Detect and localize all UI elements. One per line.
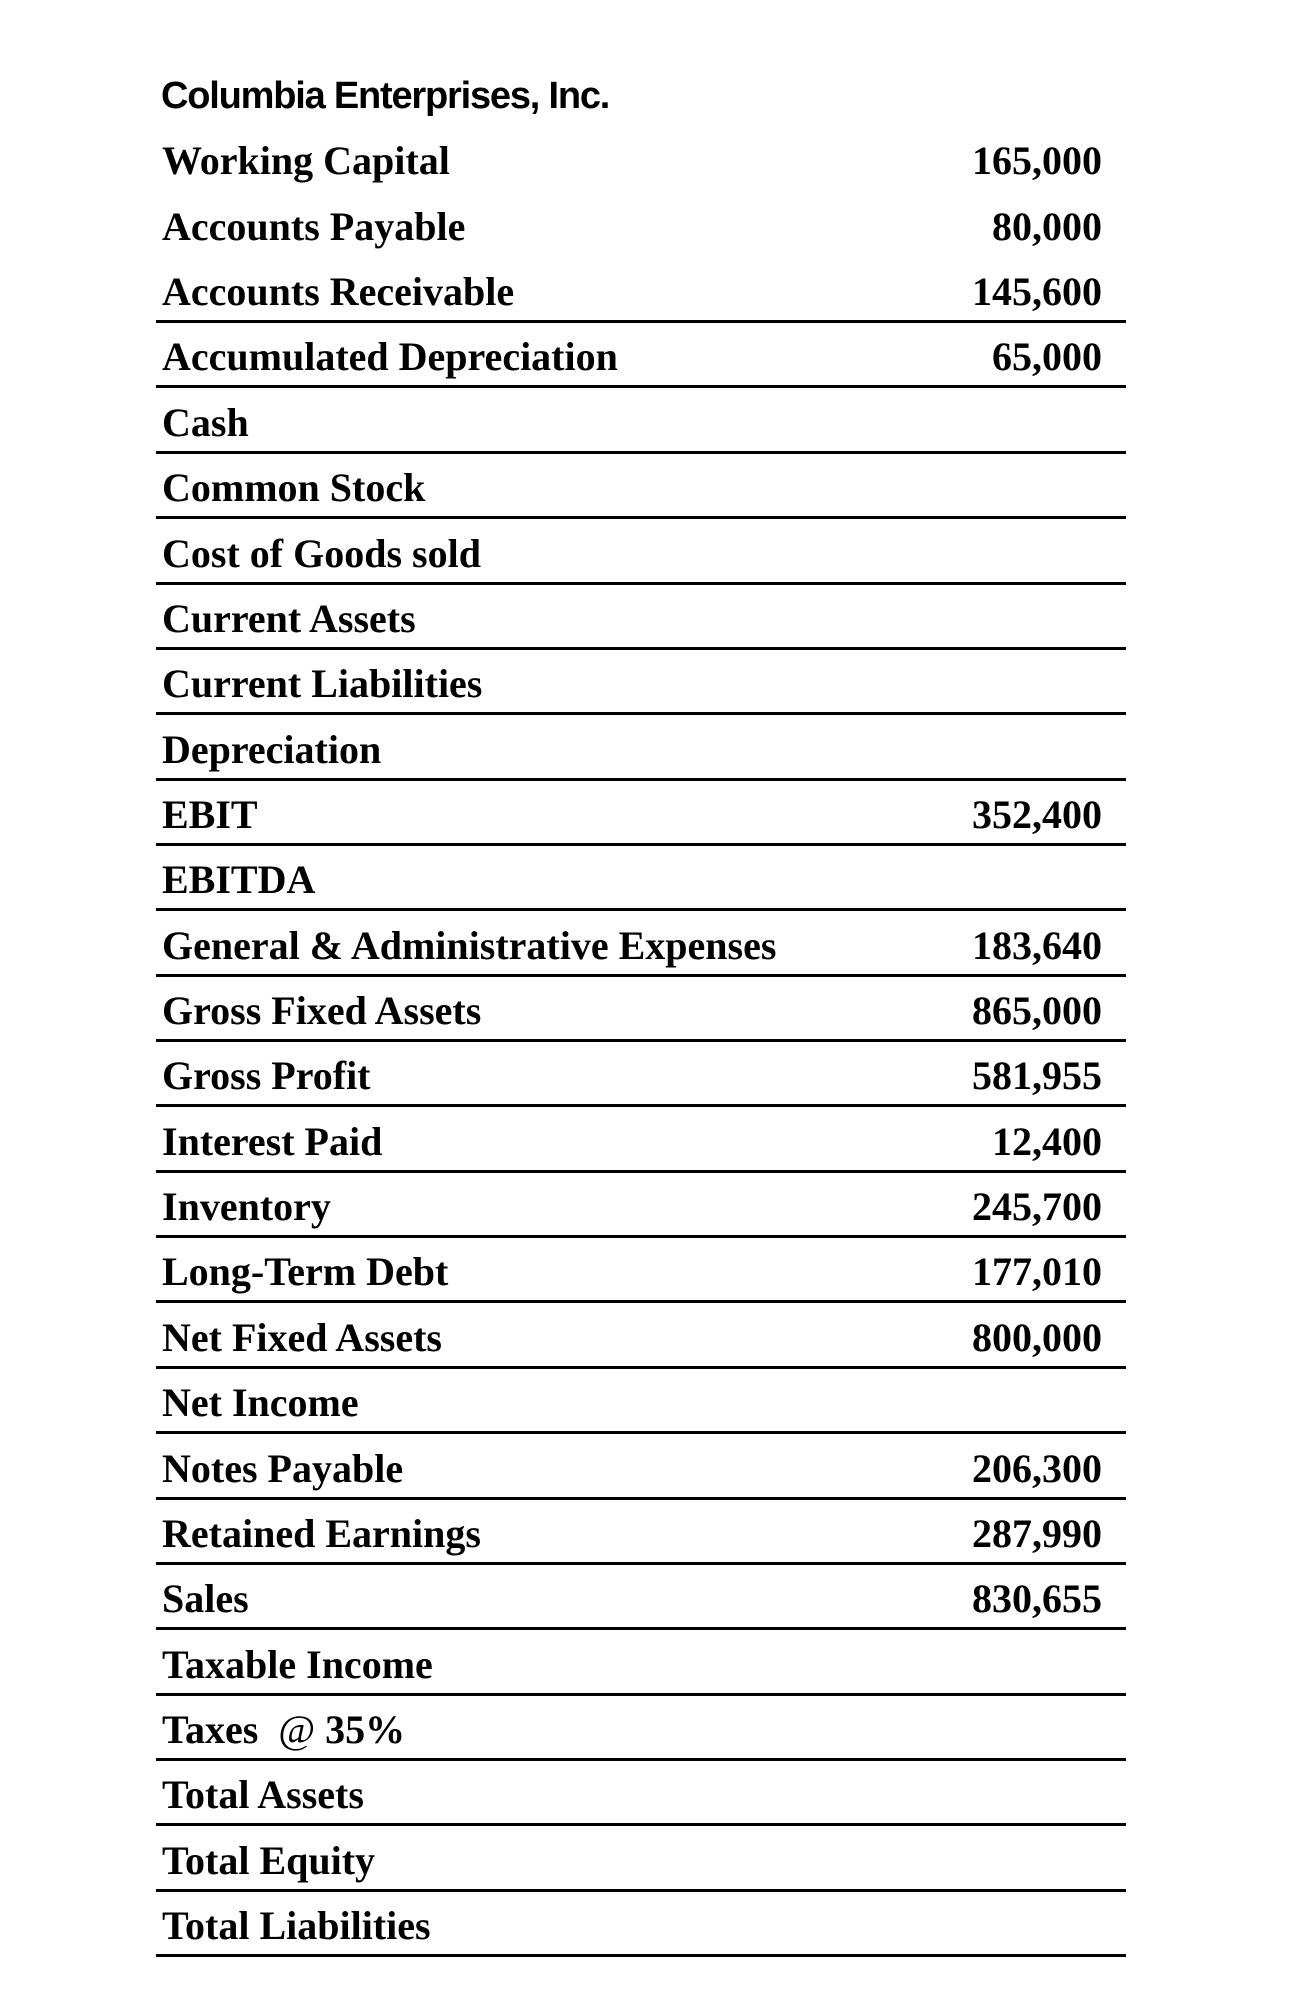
row-label: Total Assets (162, 1772, 364, 1818)
row-value: 80,000 (992, 203, 1102, 249)
row-label: Gross Profit (162, 1053, 371, 1099)
row-net-fixed-assets (156, 1303, 1126, 1368)
row-ebitda (156, 846, 1126, 911)
document-title: Columbia Enterprises, Inc. (161, 75, 610, 117)
row-current-assets (156, 585, 1126, 650)
row-value: 165,000 (972, 138, 1102, 184)
row-label: General & Administrative Expenses (162, 922, 777, 968)
row-accounts-payable (156, 192, 1126, 257)
row-label: Notes Payable (162, 1445, 404, 1491)
row-label: Common Stock (162, 465, 426, 511)
row-total-liabilities (156, 1892, 1126, 1957)
row-gross-profit (156, 1042, 1126, 1107)
row-label: Current Liabilities (162, 661, 483, 707)
row-value: 145,600 (972, 269, 1102, 315)
row-gross-fixed-assets (156, 977, 1126, 1042)
row-total-equity (156, 1826, 1126, 1891)
row-label: Total Liabilities (162, 1903, 431, 1949)
row-long-term-debt (156, 1238, 1126, 1303)
row-taxable-income (156, 1630, 1126, 1695)
at-sign: @ (278, 1706, 316, 1752)
row-label (162, 1708, 405, 1752)
row-general-administrative-expenses (156, 911, 1126, 976)
row-cost-of-goods-sold (156, 519, 1126, 584)
row-label: Inventory (162, 1184, 331, 1230)
row-label: Cost of Goods sold (162, 530, 481, 576)
row-label: Cash (162, 399, 249, 445)
row-current-liabilities (156, 650, 1126, 715)
row-depreciation (156, 715, 1126, 780)
row-value: 245,700 (972, 1184, 1102, 1230)
row-label: Gross Fixed Assets (162, 988, 482, 1034)
row-notes-payable (156, 1434, 1126, 1499)
row-common-stock (156, 454, 1126, 519)
row-label: Long-Term Debt (162, 1249, 449, 1295)
row-label: Accumulated Depreciation (162, 334, 618, 380)
row-label: Sales (162, 1576, 249, 1622)
row-total-assets (156, 1761, 1126, 1826)
row-cash (156, 388, 1126, 453)
row-net-income (156, 1369, 1126, 1434)
row-label: Depreciation (162, 726, 382, 772)
row-label: Working Capital (162, 138, 450, 184)
row-label: Accounts Receivable (162, 269, 515, 315)
row-label: Current Assets (162, 595, 416, 641)
row-value: 183,640 (972, 922, 1102, 968)
row-taxes (156, 1696, 1126, 1761)
row-accumulated-depreciation (156, 323, 1126, 388)
row-value: 65,000 (992, 334, 1102, 380)
row-value: 800,000 (972, 1314, 1102, 1360)
row-accounts-receivable (156, 258, 1126, 323)
row-value: 830,655 (972, 1576, 1102, 1622)
row-value: 287,990 (972, 1510, 1102, 1556)
row-value: 12,400 (992, 1118, 1102, 1164)
row-working-capital (156, 127, 1126, 192)
row-value: 581,955 (972, 1053, 1102, 1099)
row-label: Retained Earnings (162, 1510, 481, 1556)
row-label: Net Income (162, 1380, 359, 1426)
row-retained-earnings (156, 1500, 1126, 1565)
row-label: Accounts Payable (162, 203, 466, 249)
row-value: 206,300 (972, 1445, 1102, 1491)
row-label: Total Equity (162, 1837, 376, 1883)
row-value: 865,000 (972, 988, 1102, 1034)
taxes-label-text: Taxes (162, 1706, 279, 1752)
financial-items-table (156, 127, 1126, 1957)
row-label: Interest Paid (162, 1118, 383, 1164)
row-inventory (156, 1173, 1126, 1238)
row-value: 177,010 (972, 1249, 1102, 1295)
row-label: EBIT (162, 791, 258, 837)
row-label: Net Fixed Assets (162, 1314, 442, 1360)
tax-rate: 35% (315, 1706, 406, 1752)
row-value: 352,400 (972, 791, 1102, 837)
row-label: EBITDA (162, 857, 316, 903)
row-label: Taxable Income (162, 1641, 433, 1687)
row-interest-paid (156, 1107, 1126, 1172)
row-ebit (156, 781, 1126, 846)
row-sales (156, 1565, 1126, 1630)
